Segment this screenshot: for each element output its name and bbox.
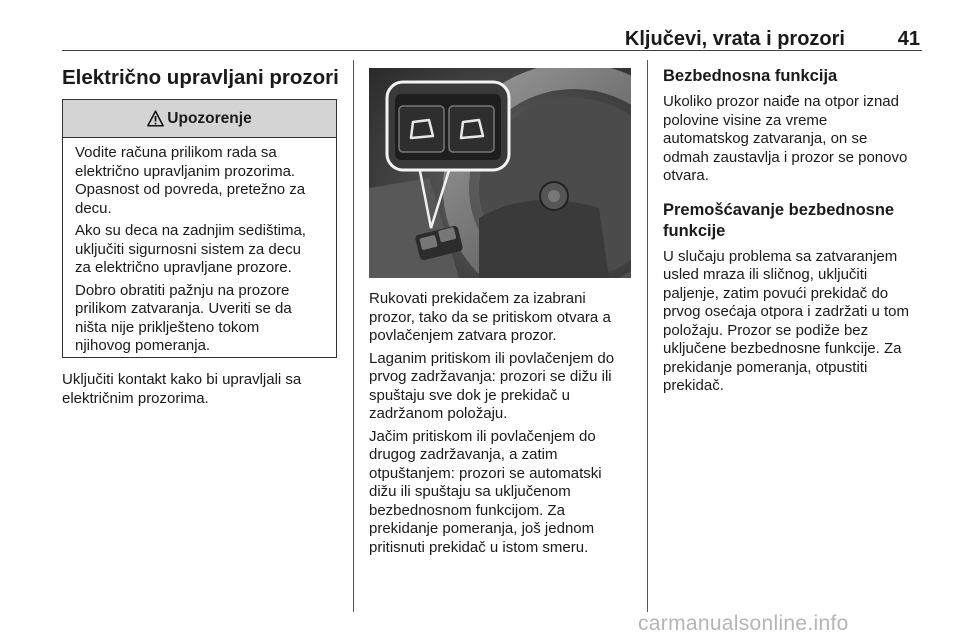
body-paragraph: Uključiti kontakt kako bi upravljali sa električnim prozorima. <box>62 371 302 407</box>
body-paragraph: Laganim pritiskom ili povlačenjem do prvog zadržavanja: prozori se dižu ili spuštaju sve dok je prekidač u zadržanom položaju. <box>369 349 615 422</box>
watermark: carmanualsonline.info <box>638 612 849 635</box>
body-paragraph: Jačim pritiskom ili povlačenjem do drugog zadržavanja, a zatim otpuštanjem: prozori se automatski dižu ili spuštaju sa uključenom bezbednosnom funkcijom. Za prekidanje pomeranja, još jednom pritisnuti prekidač u istom smeru. <box>369 427 602 556</box>
running-header-title: Ključevi, vrata i prozori <box>624 28 845 50</box>
body-paragraph: Rukovati prekidačem za izabrani prozor, tako da se pritiskom otvara a povlačenjem zatvara prozor. <box>369 290 611 344</box>
section-title: Električno upravljani prozori <box>62 66 339 89</box>
warning-paragraph: Vodite računa prilikom rada sa električno upravljanim prozorima. Opasnost od povreda, pretežno za decu. <box>75 144 306 217</box>
warning-paragraph: Dobro obratiti pažnju na prozore prilikom zatvaranja. Uveriti se da ništa nije priklješteno tokom njihovog pomeranja. <box>75 281 292 354</box>
body-paragraph: U slučaju problema sa zatvaranjem usled mraza ili sličnog, uključiti paljenje, zatim povući prekidač do prvog osećaja otpora i zadržati u tom položaju. Prozor se podiže bez uključene bezbednosne funkcije. Za prekidanje pomeranja, otpustiti prekidač. <box>663 247 909 394</box>
warning-header <box>63 100 336 138</box>
warning-box <box>62 99 337 358</box>
subsection-title: Bezbednosna funkcija <box>663 67 838 85</box>
window-switch-photo <box>369 68 631 278</box>
subsection-title: Premošćavanje bezbednosne funkcije <box>663 200 895 240</box>
page-number: 41 <box>897 28 920 50</box>
column-divider <box>353 60 354 612</box>
warning-title: Upozorenje <box>167 109 252 127</box>
header-rule <box>62 50 922 51</box>
warning-paragraph: Ako su deca na zadnjim sedištima, uključiti sigurnosni sistem za decu za električno upravljane prozore. <box>75 222 306 276</box>
warning-triangle-icon <box>147 110 164 127</box>
body-paragraph: Ukoliko prozor naiđe na otpor iznad polovine visine za vreme automatskog zatvaranja, on se odmah zaustavlja i prozor se ponovo otvara. <box>663 93 908 184</box>
column-divider <box>647 60 648 612</box>
